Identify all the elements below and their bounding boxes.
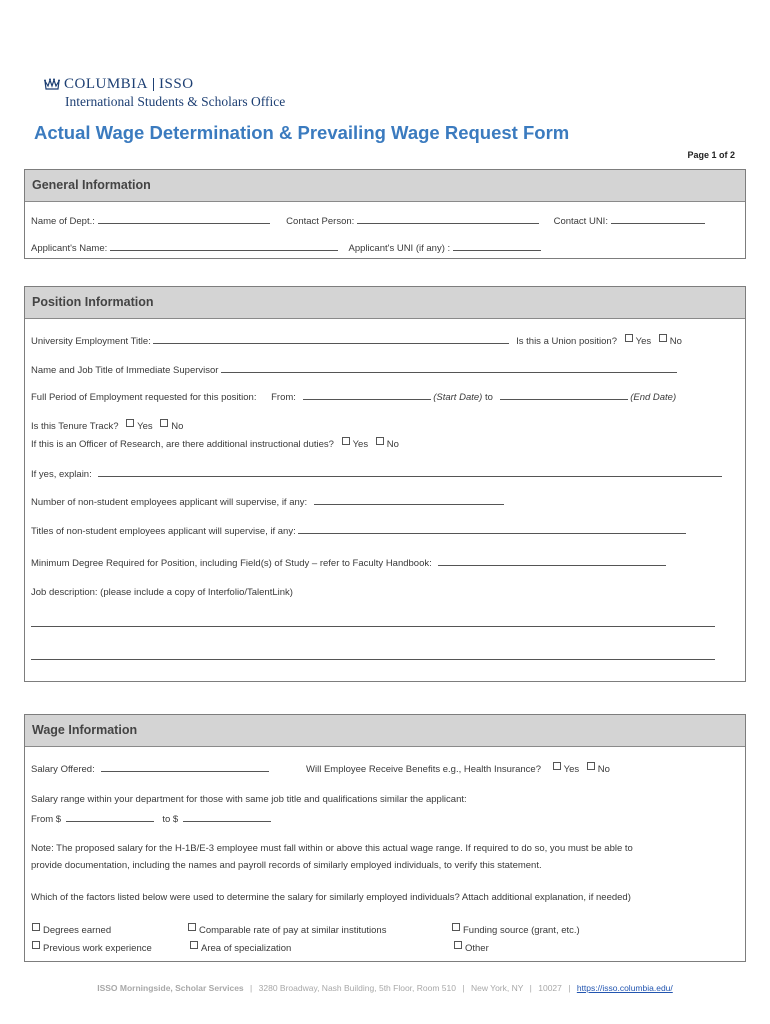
job-description-label: Job description: (please include a copy of Interfolio/TalentLink) <box>31 587 293 598</box>
factor-degrees-checkbox[interactable] <box>32 923 40 931</box>
factor-degrees-label: Degrees earned <box>43 925 112 936</box>
factor-experience-label: Previous work experience <box>43 943 152 954</box>
section-heading: General Information <box>25 170 745 202</box>
factor-comparable <box>183 923 386 937</box>
min-degree-label: Minimum Degree Required for Position, including Field(s) of Study – refer to Faculty Handbook: <box>31 558 432 569</box>
factor-funding <box>447 923 580 937</box>
contact-uni-label: Contact UNI: <box>553 216 608 227</box>
logo-isso: ISSO <box>159 75 194 92</box>
salary-row <box>31 761 610 776</box>
union-yes-checkbox[interactable] <box>625 334 633 342</box>
applicant-name-label: Applicant's Name: <box>31 243 108 254</box>
explain-label: If yes, explain: <box>31 469 92 480</box>
min-degree-field[interactable] <box>438 555 666 566</box>
employment-period-row <box>31 389 676 404</box>
supervisor-label: Name and Job Title of Immediate Supervisor <box>31 365 219 376</box>
applicant-row <box>31 240 541 255</box>
period-from-label: From: <box>271 392 296 403</box>
crown-icon <box>44 78 60 90</box>
factor-funding-label: Funding source (grant, etc.) <box>463 925 580 936</box>
range-from-field[interactable] <box>66 811 154 822</box>
range-to-field[interactable] <box>183 811 271 822</box>
range-to-label: to $ <box>162 814 179 825</box>
num-supervise-label: Number of non-student employees applicant will supervise, if any: <box>31 497 308 508</box>
logo-columbia: COLUMBIA <box>64 75 149 92</box>
position-information-section <box>24 286 746 682</box>
officer-yes-label: Yes <box>352 439 369 450</box>
isso-logo <box>44 76 285 110</box>
factor-other-checkbox[interactable] <box>454 941 462 949</box>
general-information-section <box>24 169 746 259</box>
titles-supervise-field[interactable] <box>298 523 686 534</box>
salary-label: Salary Offered: <box>31 764 95 775</box>
tenure-yes-label: Yes <box>137 421 153 432</box>
employment-title-field[interactable] <box>153 333 509 344</box>
union-question: Is this a Union position? <box>516 336 617 347</box>
footer-office: ISSO Morningside, Scholar Services <box>97 983 244 993</box>
benefits-yes-label: Yes <box>563 764 580 775</box>
explain-row <box>31 466 722 481</box>
tenure-yes-checkbox[interactable] <box>126 419 134 427</box>
period-to-label: to <box>484 392 493 403</box>
titles-supervise-label: Titles of non-student employees applicant will supervise, if any: <box>31 526 296 537</box>
contact-uni-field[interactable] <box>611 213 705 224</box>
officer-no-label: No <box>386 439 399 450</box>
tenure-no-checkbox[interactable] <box>160 419 168 427</box>
benefits-no-label: No <box>597 764 610 775</box>
employment-title-row <box>31 333 682 348</box>
benefits-no-checkbox[interactable] <box>587 762 595 770</box>
factor-experience-checkbox[interactable] <box>32 941 40 949</box>
benefits-question: Will Employee Receive Benefits e.g., Health Insurance? <box>306 764 541 775</box>
factor-other-label: Other <box>465 943 489 954</box>
job-description-line-2[interactable] <box>31 659 715 660</box>
tenure-no-label: No <box>171 421 184 432</box>
contact-person-label: Contact Person: <box>286 216 355 227</box>
factor-comparable-label: Comparable rate of pay at similar institutions <box>199 925 387 936</box>
benefits-yes-checkbox[interactable] <box>553 762 561 770</box>
supervisor-row <box>31 362 677 377</box>
factor-specialization <box>185 941 291 955</box>
period-label: Full Period of Employment requested for this position: <box>31 392 257 403</box>
union-no-checkbox[interactable] <box>659 334 667 342</box>
union-no-label: No <box>669 336 682 347</box>
start-date-field[interactable] <box>303 389 431 400</box>
titles-supervise-row <box>31 523 686 538</box>
min-degree-row <box>31 555 666 570</box>
dept-row <box>31 213 705 228</box>
wage-information-section <box>24 714 746 962</box>
page-title: Actual Wage Determination & Prevailing Wage Request Form <box>34 122 570 143</box>
note-line-2: provide documentation, including the names and payroll records of similarly employed individuals, to verify this statement. <box>31 860 542 871</box>
end-date-hint: (End Date) <box>630 392 677 403</box>
factor-other <box>449 941 489 955</box>
salary-field[interactable] <box>101 761 269 772</box>
factors-question: Which of the factors listed below were used to determine the salary for similarly employed individuals? Attach additional explanation, if needed) <box>31 892 631 903</box>
note-line-1: Note: The proposed salary for the H-1B/E-3 employee must fall within or above this actual wage range. If required to do so, you must be able to <box>31 843 633 854</box>
union-yes-label: Yes <box>635 336 652 347</box>
dept-field[interactable] <box>98 213 270 224</box>
logo-subtitle: International Students & Scholars Office <box>65 94 286 109</box>
factor-funding-checkbox[interactable] <box>452 923 460 931</box>
factor-comparable-checkbox[interactable] <box>188 923 196 931</box>
footer-city: New York, NY <box>470 983 524 993</box>
start-date-hint: (Start Date) <box>433 392 483 403</box>
officer-no-checkbox[interactable] <box>376 437 384 445</box>
dept-label: Name of Dept.: <box>31 216 95 227</box>
officer-row <box>31 437 399 451</box>
employment-title-label: University Employment Title: <box>31 336 151 347</box>
section-heading: Wage Information <box>25 715 745 747</box>
tenure-question: Is this Tenure Track? <box>31 421 119 432</box>
logo-divider <box>153 78 154 91</box>
officer-yes-checkbox[interactable] <box>342 437 350 445</box>
range-from-label: From $ <box>31 814 62 825</box>
footer-zip: 10027 <box>538 983 562 993</box>
salary-range-label: Salary range within your department for those with same job title and qualifications similar the applicant: <box>31 794 467 805</box>
section-heading: Position Information <box>25 287 745 319</box>
num-supervise-field[interactable] <box>314 494 504 505</box>
job-description-line-1[interactable] <box>31 626 715 627</box>
tenure-row <box>31 419 183 433</box>
footer-address: 3280 Broadway, Nash Building, 5th Floor, Room 510 <box>258 983 456 993</box>
officer-question: If this is an Officer of Research, are there additional instructional duties? <box>31 439 334 450</box>
contact-person-field[interactable] <box>357 213 539 224</box>
salary-range-row <box>31 811 271 826</box>
factor-degrees <box>27 923 111 937</box>
applicant-name-field[interactable] <box>110 240 338 251</box>
supervisor-field[interactable] <box>221 362 677 373</box>
end-date-field[interactable] <box>500 389 628 400</box>
factor-specialization-label: Area of specialization <box>201 943 292 954</box>
applicant-uni-label: Applicant's UNI (if any) : <box>348 243 451 254</box>
applicant-uni-field[interactable] <box>453 240 541 251</box>
explain-field[interactable] <box>98 466 722 477</box>
page-number: Page 1 of 2 <box>687 150 735 160</box>
factor-specialization-checkbox[interactable] <box>190 941 198 949</box>
footer: ISSO Morningside, Scholar Services | 3280 Broadway, Nash Building, 5th Floor, Room 510 | New York, NY | 10027 | https://isso.columbia.edu/ <box>97 983 673 993</box>
num-supervise-row <box>31 494 504 509</box>
factor-experience <box>27 941 152 955</box>
footer-website-link[interactable]: https://isso.columbia.edu/ <box>576 983 673 993</box>
